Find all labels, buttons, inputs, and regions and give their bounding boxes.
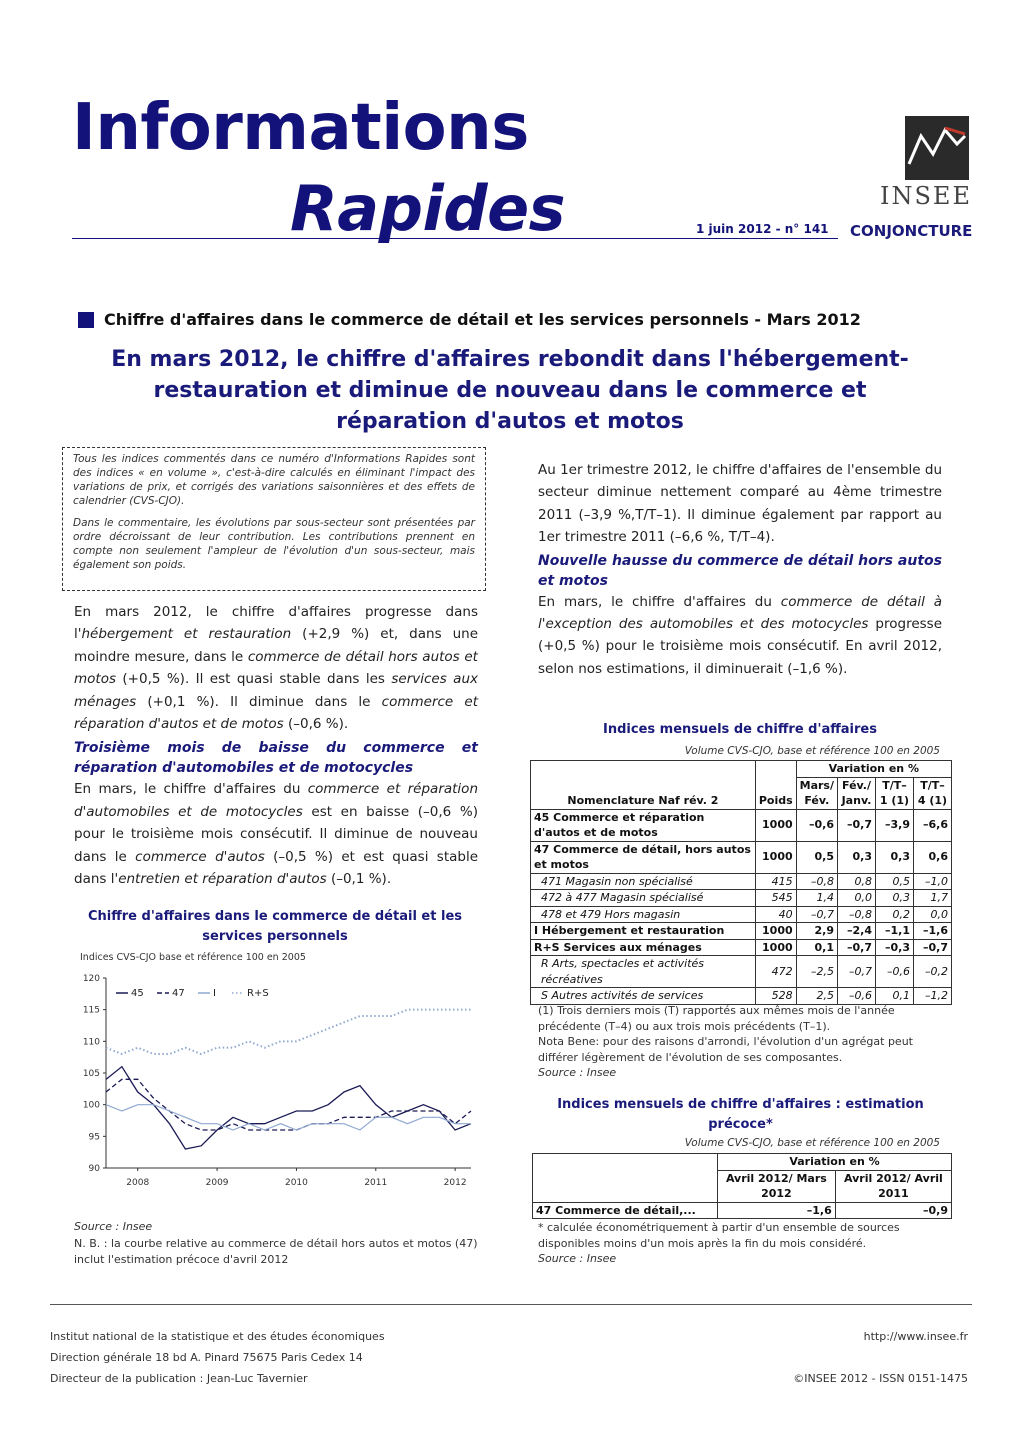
x-tick-label: 2012 <box>443 1178 467 1188</box>
x-tick-label: 2010 <box>284 1178 308 1188</box>
row-value: 1,7 <box>914 890 952 907</box>
table2-source: Source : Insee <box>538 1252 617 1265</box>
row-value: 0,5 <box>876 873 914 890</box>
chart-note: N. B. : la courbe relative au commerce de détail hors autos et motos (47) inclut l'estimation précoce d'avril 2012 <box>74 1237 478 1266</box>
row-value: –6,6 <box>914 809 952 841</box>
row-value: –1,2 <box>914 988 952 1005</box>
table-row <box>531 809 952 841</box>
table1-note-2: Nota Bene: pour des raisons d'arrondi, l'évolution d'un agrégat peut différer légèrement de l'évolution de ses composantes. <box>538 1035 913 1064</box>
row-label: 478 et 479 Hors magasin <box>531 906 756 923</box>
line-chart <box>72 966 482 1196</box>
row-value: –0,7 <box>838 956 876 988</box>
series-line-47 <box>106 1079 471 1130</box>
subject-line <box>78 310 861 329</box>
row-value: –1,1 <box>876 923 914 940</box>
masthead-title: Informations <box>72 91 529 165</box>
row-value: 0,1 <box>876 988 914 1005</box>
x-tick-label: 2008 <box>126 1178 150 1188</box>
y-tick-label: 110 <box>82 1037 100 1048</box>
y-tick-label: 120 <box>82 974 100 984</box>
legend-label: 47 <box>172 988 185 999</box>
footer-copyright: ©INSEE 2012 - ISSN 0151-1475 <box>793 1372 968 1385</box>
footer-institution: Institut national de la statistique et des études économiques <box>50 1330 385 1343</box>
masthead-subtitle: Rapides <box>290 172 566 245</box>
row-value: –0,7 <box>914 939 952 956</box>
table2-notes <box>538 1220 943 1267</box>
methodology-box <box>62 447 486 591</box>
right-paragraph-1: Au 1er trimestre 2012, le chiffre d'affaires de l'ensemble du secteur diminue nettement comparé au 4ème trimestre 2011 (–3,9 %,T/T–1). Il diminue également par rapport au 1er trimestre 2011 (–6,6 %, T/T–4). <box>538 462 942 546</box>
table2-value-2: –0,9 <box>835 1202 951 1219</box>
row-value: –0,7 <box>838 939 876 956</box>
table1-notes <box>538 1003 943 1081</box>
y-tick-label: 100 <box>82 1100 100 1111</box>
headline: En mars 2012, le chiffre d'affaires rebondit dans l'hébergement-restauration et diminue de nouveau dans le commerce et réparation d'autos et motos <box>111 347 909 434</box>
table1-source: Source : Insee <box>538 1066 617 1079</box>
row-value: 0,0 <box>838 890 876 907</box>
row-value: 0,8 <box>838 873 876 890</box>
table-row <box>531 906 952 923</box>
table-row <box>531 890 952 907</box>
row-value: 0,1 <box>796 939 837 956</box>
legend-label: I <box>213 988 216 999</box>
table1-header-col2: Fév./ Janv. <box>838 777 876 809</box>
row-value: 415 <box>755 873 796 890</box>
bullet-square-icon <box>78 312 94 328</box>
table2-header-col2: Avril 2012/ Avril 2011 <box>835 1170 951 1202</box>
table-row <box>531 873 952 890</box>
row-value: 2,5 <box>796 988 837 1005</box>
row-value: 1000 <box>755 923 796 940</box>
row-value: –1,0 <box>914 873 952 890</box>
row-value: 472 <box>755 956 796 988</box>
table-row <box>531 923 952 940</box>
table2-note: * calculée économétriquement à partir d'un ensemble de sources disponibles moins d'un mois après la fin du mois considéré. <box>538 1221 900 1250</box>
masthead-rule <box>72 238 838 239</box>
table1-note-1: (1) Trois derniers mois (T) rapportés aux mêmes mois de l'année précédente (T–4) ou aux trois mois précédents (T–1). <box>538 1004 895 1033</box>
row-value: –2,5 <box>796 956 837 988</box>
row-value: –0,7 <box>838 809 876 841</box>
chart-source: Source : Insee <box>74 1220 153 1233</box>
row-value: 0,0 <box>914 906 952 923</box>
publisher-name: INSEE <box>880 182 972 210</box>
row-value: 0,2 <box>876 906 914 923</box>
row-value: –0,6 <box>876 956 914 988</box>
table2 <box>532 1153 952 1219</box>
issue-date: 1 juin 2012 - n° 141 <box>696 222 829 236</box>
row-value: –3,9 <box>876 809 914 841</box>
row-value: 0,3 <box>876 890 914 907</box>
row-value: 528 <box>755 988 796 1005</box>
right-paragraph-2: En mars, le chiffre d'affaires du commerce de détail à l'exception des automobiles et des motocycles progresse (+0,5 %) pour le troisième mois consécutif. En avril 2012, selon nos estimations, il diminuerait (–1,6 %). <box>538 593 943 677</box>
table1-header-variation: Variation en % <box>796 761 951 778</box>
footer-rule <box>50 1304 972 1305</box>
table2-empty-header <box>533 1154 718 1203</box>
row-value: 40 <box>755 906 796 923</box>
methodology-p1: Tous les indices commentés dans ce numéro d'Informations Rapides sont des indices « en volume », c'est-à-dire calculés en éliminant l'impact des variations de prix, et corrigés des variations saisonnières et des effets de calendrier (CVS-CJO). <box>73 453 475 507</box>
footer-address: Direction générale 18 bd A. Pinard 75675 Paris Cedex 14 <box>50 1351 363 1364</box>
row-value: –0,6 <box>796 809 837 841</box>
row-value: 0,6 <box>914 841 952 873</box>
table1-header-nomenclature: Nomenclature Naf rév. 2 <box>531 761 756 810</box>
methodology-p2: Dans le commentaire, les évolutions par sous-secteur sont présentées par ordre décroissant de leur contribution. Les contributions prennent en compte non seulement l'ampleur de l'évolution d'un sous-secteur, mais également son poids. <box>73 517 475 571</box>
row-value: –0,7 <box>796 906 837 923</box>
row-label: S Autres activités de services <box>531 988 756 1005</box>
x-tick-label: 2011 <box>364 1178 388 1188</box>
table-row <box>531 956 952 988</box>
row-label: R Arts, spectacles et activités récréatives <box>531 956 756 988</box>
subject-text: Chiffre d'affaires dans le commerce de détail et les services personnels - Mars 2012 <box>104 310 861 329</box>
table-row <box>531 841 952 873</box>
y-tick-label: 115 <box>82 1005 100 1016</box>
legend-label: 45 <box>131 988 144 999</box>
row-value: 0,3 <box>838 841 876 873</box>
chart-title: Chiffre d'affaires dans le commerce de détail et les services personnels <box>87 909 462 944</box>
footer-url[interactable]: http://www.insee.fr <box>863 1330 968 1343</box>
table1-header-col3: T/T–1 (1) <box>876 777 914 809</box>
row-value: 1000 <box>755 939 796 956</box>
row-value: 2,9 <box>796 923 837 940</box>
row-value: –0,8 <box>796 873 837 890</box>
table1-header-col1: Mars/ Fév. <box>796 777 837 809</box>
table1-header-col4: T/T–4 (1) <box>914 777 952 809</box>
row-value: 1,4 <box>796 890 837 907</box>
row-label: R+S Services aux ménages <box>531 939 756 956</box>
row-value: 1000 <box>755 809 796 841</box>
footer-left <box>50 1326 385 1389</box>
table2-header-col1: Avril 2012/ Mars 2012 <box>718 1170 836 1202</box>
left-paragraph-2: En mars, le chiffre d'affaires du commerce et réparation d'automobiles et de motocycles est en baisse (–0,6 %) pour le troisième mois consécutif. Il diminue de nouveau dans le commerce d'autos (–0,5 %) et est quasi stable dans l'entretien et réparation d'autos (–0,1 %). <box>74 781 479 888</box>
row-label: 47 Commerce de détail, hors autos et motos <box>531 841 756 873</box>
table2-subtitle: Volume CVS-CJO, base et référence 100 en 2005 <box>684 1137 940 1149</box>
row-value: –0,6 <box>838 988 876 1005</box>
row-value: –2,4 <box>838 923 876 940</box>
row-value: –0,8 <box>838 906 876 923</box>
row-value: 0,5 <box>796 841 837 873</box>
table-row <box>531 988 952 1005</box>
row-label: 471 Magasin non spécialisé <box>531 873 756 890</box>
table1-header-poids: Poids <box>755 761 796 810</box>
row-label: 472 à 477 Magasin spécialisé <box>531 890 756 907</box>
row-value: 0,3 <box>876 841 914 873</box>
section-label: CONJONCTURE <box>850 222 973 240</box>
right-heading-2: Nouvelle hausse du commerce de détail hors autos et motos <box>538 552 942 589</box>
chart-subtitle: Indices CVS-CJO base et référence 100 en 2005 <box>80 952 306 963</box>
series-line-RpS <box>106 1010 471 1054</box>
footer-director: Directeur de la publication : Jean-Luc Tavernier <box>50 1372 308 1385</box>
row-label: I Hébergement et restauration <box>531 923 756 940</box>
row-value: –0,2 <box>914 956 952 988</box>
left-heading-2: Troisième mois de baisse du commerce et réparation d'automobiles et de motocycles <box>74 740 478 777</box>
y-tick-label: 95 <box>88 1132 100 1143</box>
table1-subtitle: Volume CVS-CJO, base et référence 100 en 2005 <box>684 745 940 757</box>
table2-title: Indices mensuels de chiffre d'affaires : estimation précoce* <box>557 1097 924 1132</box>
x-tick-label: 2009 <box>205 1178 229 1188</box>
row-value: –1,6 <box>914 923 952 940</box>
left-column-text <box>74 601 478 890</box>
table1-title: Indices mensuels de chiffre d'affaires <box>603 722 877 737</box>
table2-row-label: 47 Commerce de détail,... <box>533 1202 718 1219</box>
row-value: 1000 <box>755 841 796 873</box>
table2-value-1: –1,6 <box>718 1202 836 1219</box>
table-row <box>531 939 952 956</box>
legend-label: R+S <box>247 988 269 999</box>
row-value: –0,3 <box>876 939 914 956</box>
table1 <box>530 760 952 1005</box>
insee-logo-icon <box>905 116 969 180</box>
y-tick-label: 105 <box>82 1069 100 1079</box>
row-value: 545 <box>755 890 796 907</box>
left-paragraph-1: En mars 2012, le chiffre d'affaires progresse dans l'hébergement et restauration (+2,9 %) et, dans une moindre mesure, dans le commerce de détail hors autos et motos (+0,5 %). Il est quasi stable dans les services aux ménages (+0,1 %). Il diminue dans le commerce et réparation d'autos et de motos (–0,6 %). <box>74 604 479 733</box>
y-tick-label: 90 <box>88 1164 100 1174</box>
footer-right <box>760 1326 968 1389</box>
row-label: 45 Commerce et réparation d'autos et de motos <box>531 809 756 841</box>
table2-header-variation: Variation en % <box>718 1154 952 1171</box>
right-column-text <box>538 459 942 680</box>
series-line-I <box>106 1105 471 1130</box>
